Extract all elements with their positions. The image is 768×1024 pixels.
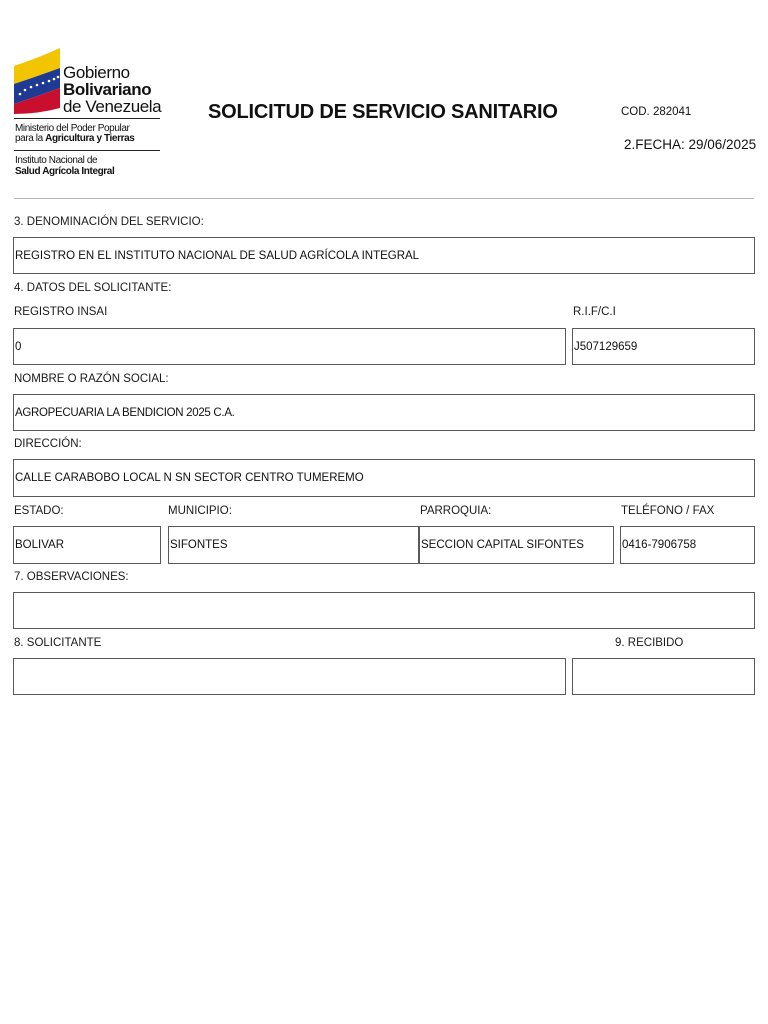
observaciones-label: 7. OBSERVACIONES: xyxy=(14,571,129,583)
telefono-label: TELÉFONO / FAX xyxy=(621,505,715,517)
recibido-label: 9. RECIBIDO xyxy=(615,637,684,649)
municipio-label: MUNICIPIO: xyxy=(168,505,232,517)
recibido-field[interactable] xyxy=(572,658,755,695)
ministry-bold: Agricultura y Tierras xyxy=(45,133,135,144)
institute-text-bold: Salud Agrícola Integral xyxy=(15,166,115,177)
registro-label: REGISTRO INSAI xyxy=(14,306,108,318)
telefono-field[interactable]: 0416-7906758 xyxy=(620,526,755,564)
document-code: COD. 282041 xyxy=(621,106,692,118)
direccion-label: DIRECCIÓN: xyxy=(14,438,82,450)
logo-text-bolivariano: Bolivariano xyxy=(63,80,152,99)
estado-label: ESTADO: xyxy=(14,505,64,517)
municipio-field[interactable]: SIFONTES xyxy=(168,526,419,564)
venezuela-flag-icon xyxy=(14,48,62,114)
observaciones-field[interactable] xyxy=(13,592,755,629)
logo-text-venezuela: de Venezuela xyxy=(63,97,162,116)
logo-divider-2 xyxy=(14,150,160,151)
applicant-section-label: 4. DATOS DEL SOLICITANTE: xyxy=(14,282,172,294)
rif-label: R.I.F/C.I xyxy=(573,306,616,318)
parroquia-label: PARROQUIA: xyxy=(420,505,492,517)
registro-field[interactable]: 0 xyxy=(13,328,566,365)
document-title: SOLICITUD DE SERVICIO SANITARIO xyxy=(208,101,558,123)
logo-divider xyxy=(14,118,160,119)
ministry-text: Ministerio del Poder Popular xyxy=(15,123,130,134)
parroquia-field[interactable]: SECCION CAPITAL SIFONTES xyxy=(419,526,614,564)
service-field[interactable]: REGISTRO EN EL INSTITUTO NACIONAL DE SALUD AGRÍCOLA INTEGRAL xyxy=(13,237,755,274)
solicitante-field[interactable] xyxy=(13,658,566,695)
logo-text-gobierno: Gobierno xyxy=(63,63,130,82)
document-date: 2.FECHA: 29/06/2025 xyxy=(624,137,757,152)
service-label: 3. DENOMINACIÓN DEL SERVICIO: xyxy=(14,216,204,228)
ministry-prefix: para la xyxy=(15,133,46,144)
institute-text: Instituto Nacional de xyxy=(15,155,98,166)
ministry-text-line2 xyxy=(15,134,134,144)
solicitante-label: 8. SOLICITANTE xyxy=(14,637,102,649)
header-divider xyxy=(14,198,754,199)
direccion-field[interactable]: CALLE CARABOBO LOCAL N SN SECTOR CENTRO TUMEREMO xyxy=(13,459,755,497)
nombre-label: NOMBRE O RAZÓN SOCIAL: xyxy=(14,373,169,385)
nombre-field[interactable]: AGROPECUARIA LA BENDICION 2025 C.A. xyxy=(13,394,755,431)
estado-field[interactable]: BOLIVAR xyxy=(13,526,161,564)
rif-field[interactable]: J507129659 xyxy=(572,328,755,365)
